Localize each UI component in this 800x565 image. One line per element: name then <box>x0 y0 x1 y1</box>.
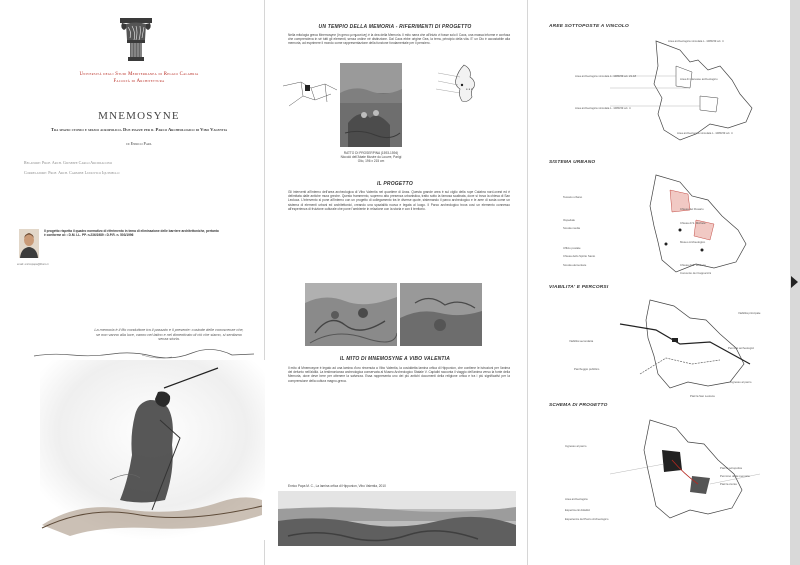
schema-label: Area archeologica <box>565 497 588 501</box>
schema-label: Esperimenti didattici <box>565 508 591 512</box>
urbano-label: Scuola elementare <box>563 263 587 267</box>
page-title: MNEMOSYNE <box>98 110 180 122</box>
urbano-label: Chiesa del Rosario <box>680 207 704 211</box>
landscape-photo <box>278 491 516 546</box>
viabilita-label: Parcheggio pubblico <box>574 367 600 371</box>
vincolo-label: Area archeologica vincolata L. 1089/39 art. 4 <box>677 131 733 135</box>
urbano-label: Ospedale <box>563 218 575 222</box>
section-title-progetto: IL PROGETTO <box>377 181 413 187</box>
schema-label: Esperienza del Parco Archeologico <box>565 517 609 521</box>
section-title-schema: SCHEMA DI PROGETTO <box>549 403 608 408</box>
city-map-sketch <box>281 66 339 114</box>
urbano-label: Chiesa di S. Leoluca <box>680 263 706 267</box>
urbano-label: Chiesa dello Spirito Santo <box>563 254 596 258</box>
viabilita-label: Ingresso al parco <box>730 380 752 384</box>
vincolo-label: Area archeologica vincolata L. 1089/39 art. 4 <box>575 106 631 110</box>
next-page-arrow-icon[interactable] <box>791 276 798 288</box>
mnemosyne-figure-illustration <box>40 360 265 540</box>
map-legend: ● ● ● <box>466 87 473 91</box>
vincolo-label: Area archeologica vincolata L. 1089/39 art. 21-18 <box>575 74 637 78</box>
section-text-tempio: Nella mitologia greca Mnemosyne (in greco μνημοσύνη) è la dea della Memoria. Il mito narra che all'inizio vi fosse solo il Caos, una massa informe e confusa che comprendeva in sé tutti gli elementi, senza ordine né distinzione. Dal Caos ebbe origine Gea, la terra, principio della vita. E' un Dio è accostabile alla memoria, ad esprimere il mondo come rappresentazione della funzione fondamentale per il pensiero. <box>288 33 510 46</box>
urbano-label: Scuola media <box>563 226 580 230</box>
section-title-vincolo: AREE SOTTOPOSTE A VINCOLO <box>549 24 629 29</box>
schema-label: Piazza acropolica <box>720 466 742 470</box>
column-divider <box>527 0 528 565</box>
urbano-label: Ufficio postale <box>563 246 581 250</box>
urbano-label: Museo Archeologico <box>680 240 706 244</box>
section-text-mito: Il mito di Mnemosyne è legato ad una lamina d'oro rinvenuta a Vibo Valentia, la cosiddetta lamina orfica di Hipponion, che contiene le istruzioni per l'anima del defunto nell'aldilà. La testimonianza archeologica conservata al Museo Archeologico Statale V. Capialbi racconta il viaggio dell'anima verso la fonte della Memoria, dove deve bere per ottenere la salvezza. Essa rappresenta uno dei più antichi documenti della religione orfica e tra i più significativi per la comprensione della cultura magno-greca. <box>288 366 510 383</box>
painting-ratto-proserpina <box>340 63 402 147</box>
urbano-label: Chiesa di S. Michele <box>680 221 706 225</box>
university-name: Università degli Studi Mediterranea di Reggio Calabria <box>79 72 199 77</box>
author-email: email: enricopapa@libero.it <box>17 263 49 266</box>
artwork-left <box>305 283 397 346</box>
memory-quote: La memoria è il filo conduttore tra il passato e il presente: custode delle conoscenze che, se non vanno alla luce, vanno nel latino e nel dimenticato di ciò che siamo, si sentiamo senza storia. <box>94 328 244 342</box>
thesis-subtitle: Tra spazio ctonio e spazio acropolico. Due piazze per il Parco Archeologico di Vibo Valentia <box>50 127 228 132</box>
section-title-urbano: SISTEMA URBANO <box>549 160 596 165</box>
footnote: Enrico Papa M. C., La lamina orfica di Hipponion, Vibo Valentia, 2010 <box>288 484 386 488</box>
schema-label: Piazza ctonia <box>720 482 737 486</box>
regulation-note: Il progetto rispetta il quadro normativo di riferimento in tema di eliminazione delle barriere architettoniche, pertanto è conforme al: • D.M. LL. PP. n.236/1989 • D.P.R. n. 503/1996 <box>44 229 219 238</box>
section-title-viabilita: VIABILITA' E PERCORSI <box>549 285 609 290</box>
vincolo-label: Area di interesse archeologico <box>680 77 718 81</box>
university-logo <box>118 18 154 62</box>
section-text-progetto: Gli interventi all'interno dell'area archeologica di Vibo Valentia nel quartiere di Anas. Questa grande area è sul ciglio della rupe Calabra nord-ovest ed è delimitata dalle antiche mura greche. Questo frammento, supremo atto presenza urbanistica, tratto sotto la famosa scalinata, dove si trova la chiesa di San Leoluca. L'intervento si pone all'interno con un progetto di collegamento tra le diverse quote, sistemando il parco archeologico e le aree di sosta come un sistema di elementi urbani ed architettonici, creando una spazialità nuova e legata al luogo. Il Parco archeologico trova così un elemento connesso all'esperienza di fruizione culturale che pone l'ambiente in relazione con la storia e con il territorio. <box>288 190 510 211</box>
vincolo-label: Area archeologica vincolata L. 1089/39 art. 4 <box>668 39 724 43</box>
viabilita-map <box>610 294 770 394</box>
faculty-name: Facoltà di Architettura <box>113 79 165 84</box>
regional-map-calabria <box>424 63 486 105</box>
viabilita-label: Viabilità secondaria <box>569 339 594 343</box>
author-photo <box>19 229 39 258</box>
vincolo-map <box>600 36 770 146</box>
schema-label: Ingresso al parco <box>565 444 587 448</box>
correlatore-text: Correlatore: Prof. Arch. Carmine Ludovico Iquiniello <box>24 170 120 175</box>
section-title-mito: IL MITO DI MNEMOSYNE A VIBO VALENTIA <box>339 356 451 362</box>
schema-label: Percorso della memoria <box>720 474 750 478</box>
viabilita-label: Viabilità principale <box>738 311 761 315</box>
section-title-tempio: UN TEMPIO DELLA MEMORIA - RIFERIMENTI DI PROGETTO <box>318 24 472 30</box>
schema-map <box>600 414 770 524</box>
viabilita-label: Percorsi archeologici <box>728 346 754 350</box>
urbano-label: Tessuto urbano <box>563 195 583 199</box>
urbano-label: Convento dei Cappuccini <box>680 271 712 275</box>
viabilita-label: Piazza San Leoluca <box>690 394 715 398</box>
author-name: di Enrico Papa <box>126 141 152 146</box>
painting-caption: RATTO DI PROSERPINA (1593-1594) Niccolò dell'Abate Musée du Louvre, Parigi Olio, 196 x 215 cm <box>340 151 402 164</box>
artwork-right <box>400 283 482 346</box>
relatore-text: Relatore: Prof. Arch. Giuseppe Carlo Arcidiacono <box>24 160 113 165</box>
